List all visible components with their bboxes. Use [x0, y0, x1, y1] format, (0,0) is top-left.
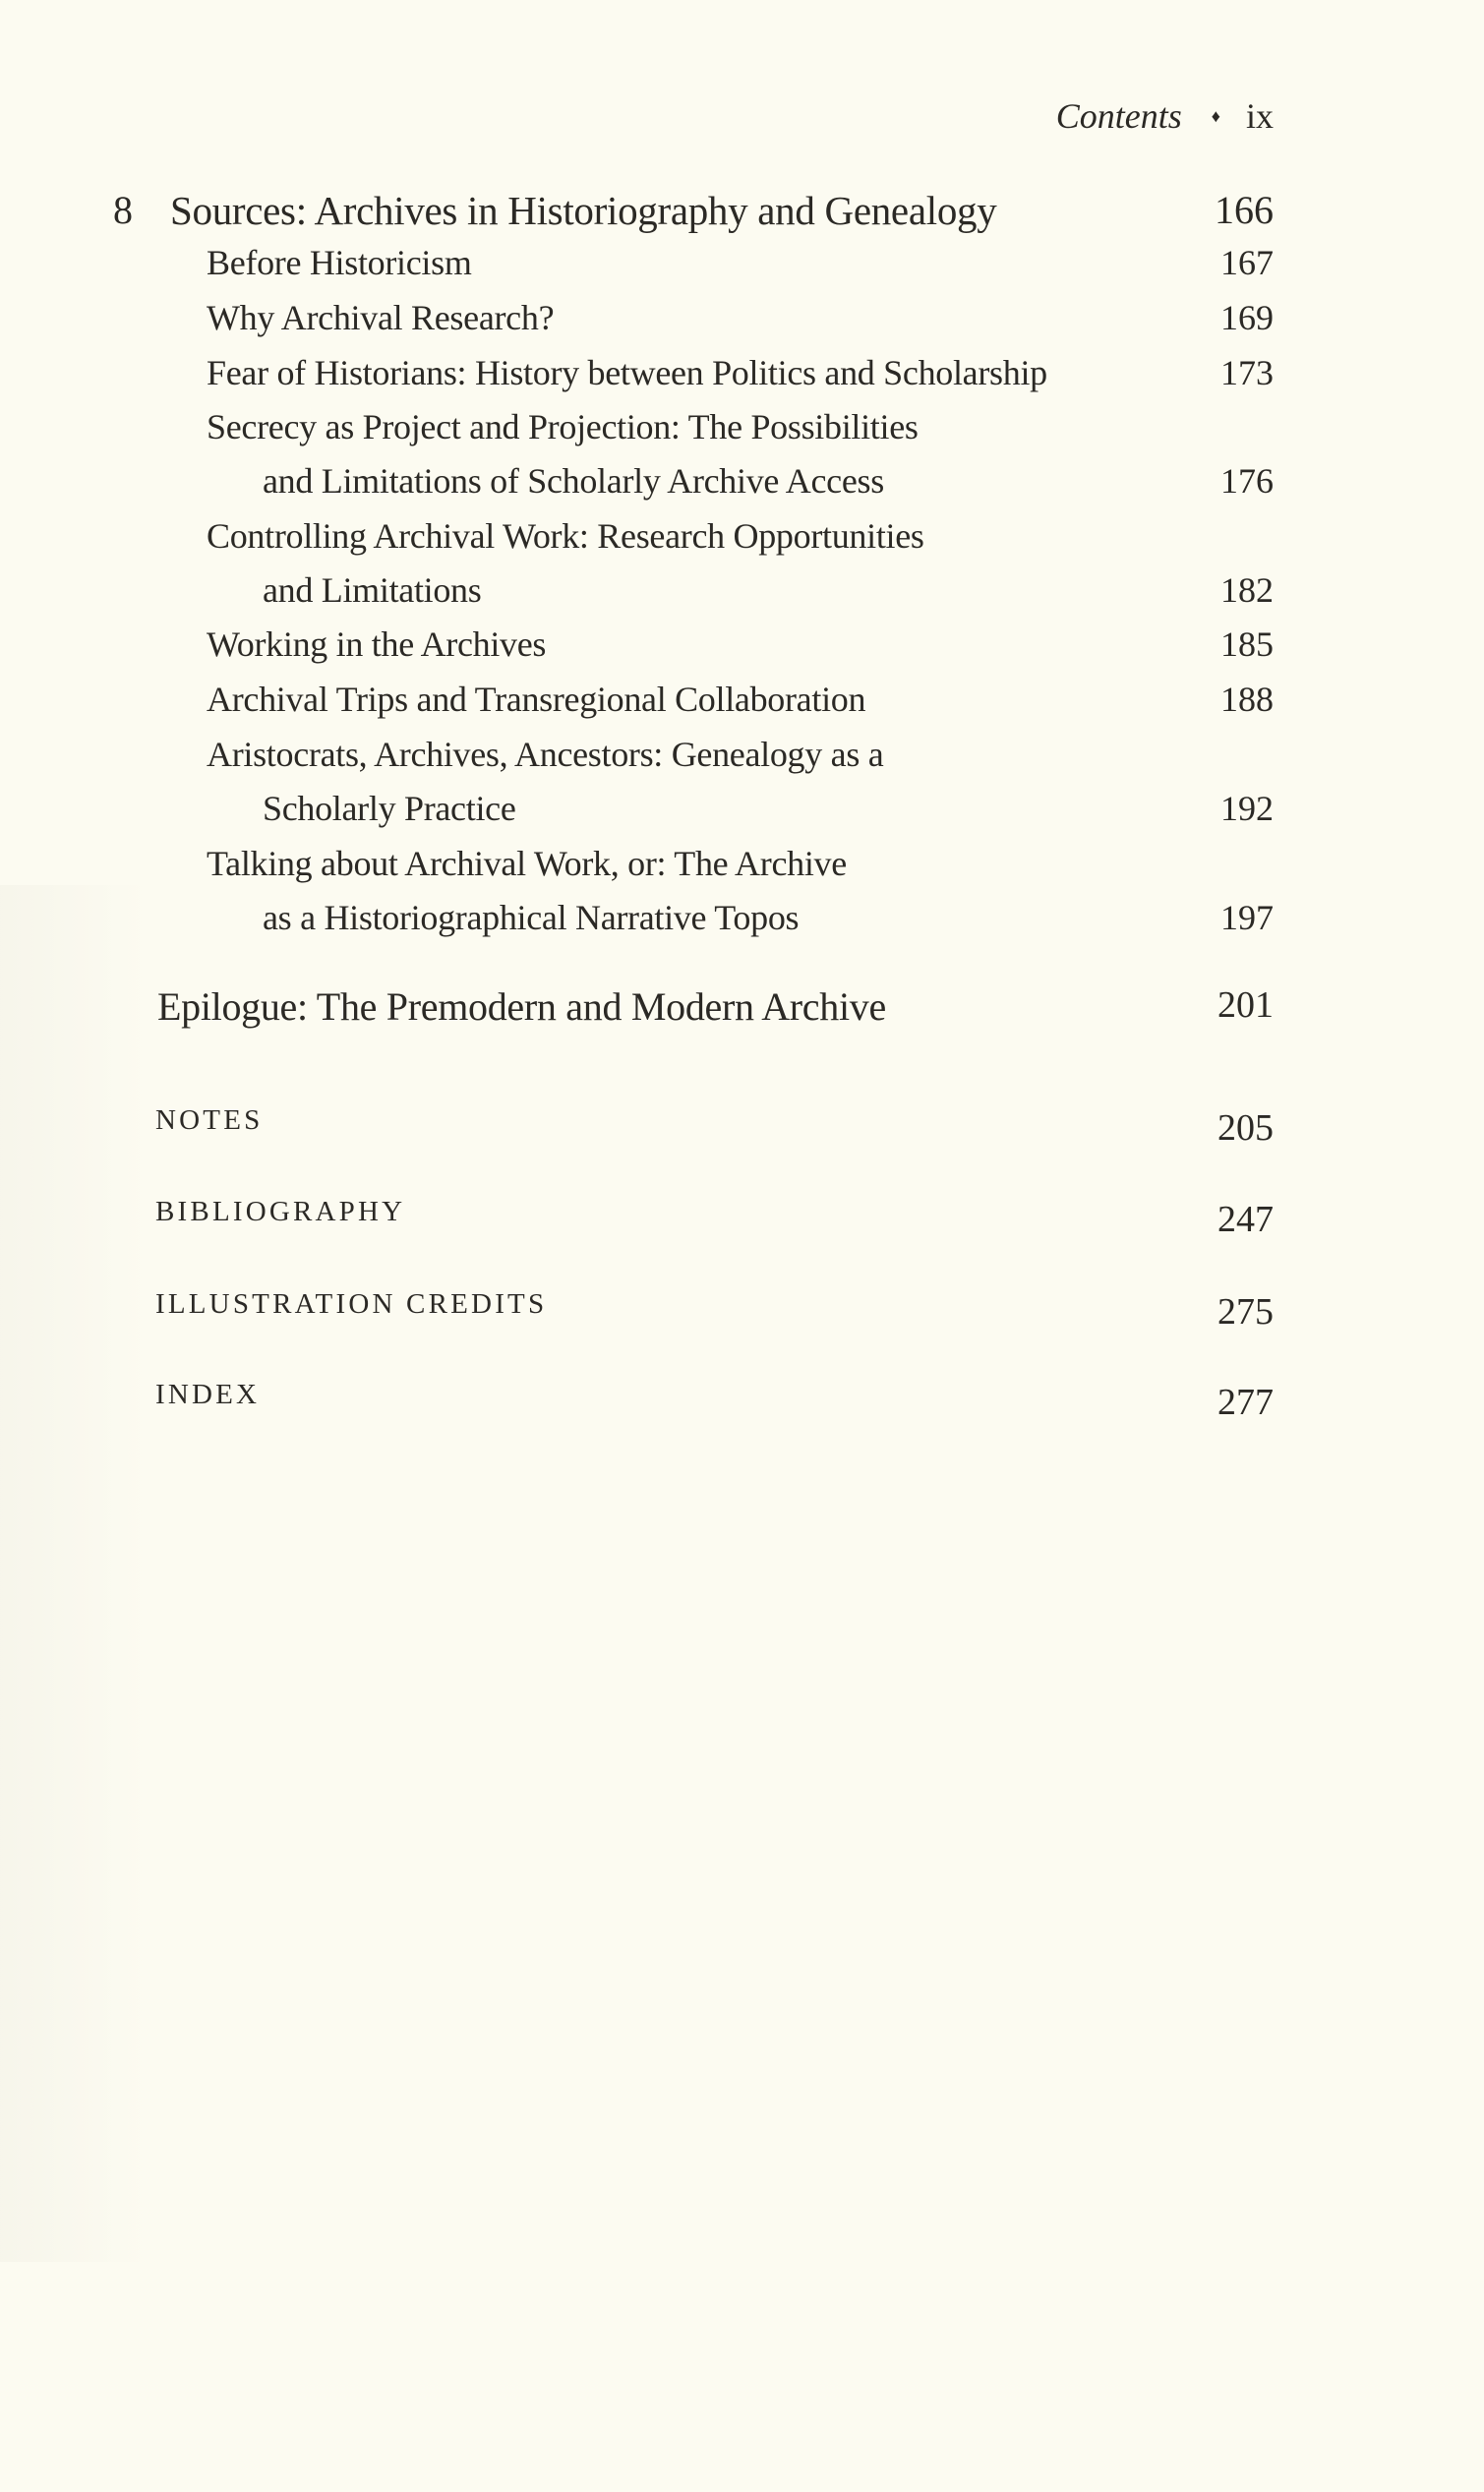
section-page: 173 [1220, 353, 1274, 392]
section-page: 167 [1220, 243, 1274, 282]
epilogue-title: Epilogue: The Premodern and Modern Archive [157, 984, 886, 1029]
section-page: 182 [1220, 570, 1274, 610]
section-page: 176 [1220, 461, 1274, 501]
section-title: Archival Trips and Transregional Collaboration [207, 680, 866, 719]
page-number: ix [1245, 96, 1274, 136]
section-title: Fear of Historians: History between Politics and Scholarship [207, 353, 1047, 392]
section-title: Talking about Archival Work, or: The Archive [207, 844, 847, 883]
scan-bleed-through [0, 885, 148, 2262]
section-title: Before Historicism [207, 243, 472, 282]
section-page: 197 [1220, 898, 1274, 937]
back-matter-page: 275 [1217, 1291, 1274, 1333]
section-page: 188 [1220, 680, 1274, 719]
chapter-page: 166 [1215, 188, 1274, 232]
back-matter-title: ILLUSTRATION CREDITS [155, 1288, 548, 1320]
back-matter-page: 247 [1217, 1199, 1274, 1240]
back-matter-title: BIBLIOGRAPHY [155, 1196, 406, 1227]
section-title-continued: as a Historiographical Narrative Topos [263, 898, 800, 937]
running-head [1056, 94, 1274, 142]
section-title: Working in the Archives [207, 624, 547, 664]
section-title: Aristocrats, Archives, Ancestors: Genealogy as a [207, 735, 884, 774]
section-title-continued: and Limitations [263, 570, 482, 610]
chapter-title: Sources: Archives in Historiography and Genealogy [170, 188, 997, 233]
back-matter-page: 277 [1217, 1382, 1274, 1423]
back-matter-title: NOTES [155, 1104, 264, 1136]
diamond-ornament-icon: ♦ [1211, 105, 1220, 126]
section-page: 185 [1220, 624, 1274, 664]
back-matter-page: 205 [1217, 1107, 1274, 1149]
chapter-number: 8 [113, 188, 133, 232]
section-title: Secrecy as Project and Projection: The Possibilities [207, 407, 919, 446]
section-page: 169 [1220, 298, 1274, 337]
running-head-section: Contents [1055, 96, 1182, 136]
back-matter-title: INDEX [155, 1379, 261, 1410]
section-title: Why Archival Research? [207, 298, 555, 337]
section-title: Controlling Archival Work: Research Opportunities [207, 516, 924, 556]
epilogue-page: 201 [1217, 984, 1274, 1026]
section-title-continued: Scholarly Practice [263, 789, 516, 828]
section-title-continued: and Limitations of Scholarly Archive Access [263, 461, 884, 501]
section-page: 192 [1220, 789, 1274, 828]
